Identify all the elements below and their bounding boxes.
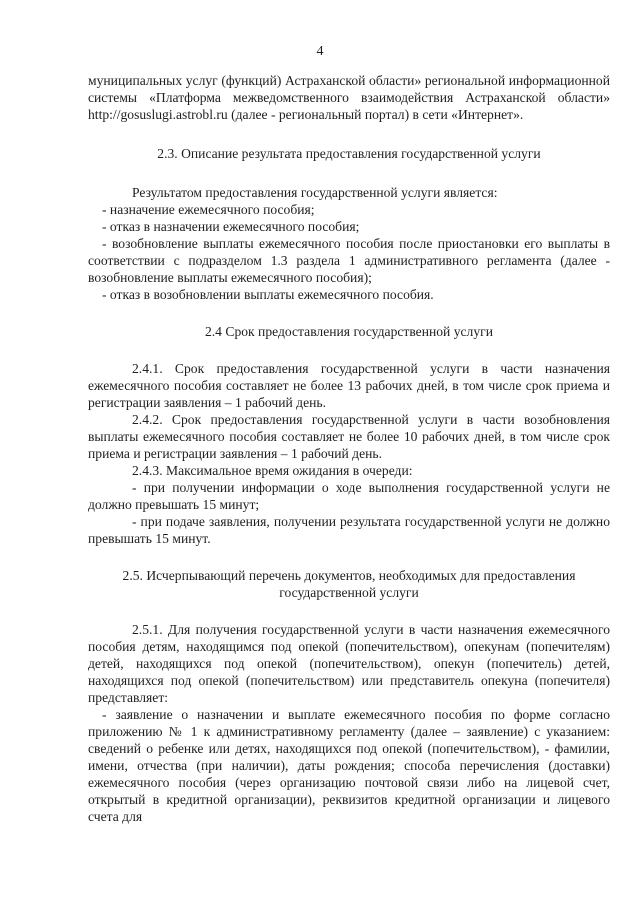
list-item: - заявление о назначении и выплате ежемесячного пособия по форме согласно приложению № 1 к административному регламенту (далее – заявление) с указанием: сведений о ребенке или детях, находящихся под опекой (попечительством), - фамилии, имени, отчества (при наличии), даты рождения; способа перечисления (доставки) ежемесячного пособия (через организацию почтовой связи либо на лицевой счет, открытый в кредитной организации), реквизитов кредитной организации и лицевого счета для	[88, 707, 610, 824]
paragraph: - при подаче заявления, получении результата государственной услуги не должно превышать 15 минут.	[88, 514, 610, 546]
paragraph: Результатом предоставления государственной услуги является:	[132, 185, 498, 200]
paragraph: 2.4.1. Срок предоставления государственной услуги в части назначения ежемесячного пособия составляет не более 13 рабочих дней, в том числе срок приема и регистрации заявления – 1 рабочий день.	[88, 361, 610, 410]
list-item: - отказ в возобновлении выплаты ежемесячного пособия.	[102, 287, 434, 302]
document-body	[88, 72, 610, 825]
section-heading-2-4: 2.4 Срок предоставления государственной услуги	[204, 324, 493, 339]
paragraph: 2.4.2. Срок предоставления государственной услуги в части возобновления выплаты ежемесячного пособия составляет не более 10 рабочих дней, в том числе срок приема и регистрации заявления – 1 рабочий день.	[88, 412, 610, 461]
list-item: - назначение ежемесячного пособия;	[102, 202, 315, 217]
paragraph: 2.5.1. Для получения государственной услуги в части назначения ежемесячного пособия детям, находящимся под опекой (попечительством), опекунам (попечителям) детей, находящихся под опекой (попечительством), опекун (попечитель) детей, находящихся под опекой (попечительством) или представитель опекуна (попечителя) представляет:	[88, 622, 610, 705]
paragraph: - при получении информации о ходе выполнения государственной услуги не должно превышать 15 минут;	[88, 480, 610, 512]
list-item: - возобновление выплаты ежемесячного пособия после приостановки его выплаты в соответствии с подразделом 1.3 раздела 1 административного регламента (далее - возобновление выплаты ежемесячного пособия);	[88, 236, 610, 285]
list-item: - отказ в назначении ежемесячного пособия;	[102, 219, 360, 234]
paragraph: 2.4.3. Максимальное время ожидания в очереди:	[132, 463, 413, 478]
page-number: 4	[316, 44, 324, 59]
paragraph: муниципальных услуг (функций) Астраханской области» региональной информационной системы «Платформа межведомственного взаимодействия Астраханской области» http://gosuslugi.astrobl.ru (далее - региональный портал) в сети «Интернет».	[88, 73, 610, 122]
section-heading-2-3: 2.3. Описание результата предоставления государственной услуги	[157, 146, 541, 161]
section-heading-2-5: 2.5. Исчерпывающий перечень документов, необходимых для предоставления государственной услуги	[122, 568, 576, 600]
